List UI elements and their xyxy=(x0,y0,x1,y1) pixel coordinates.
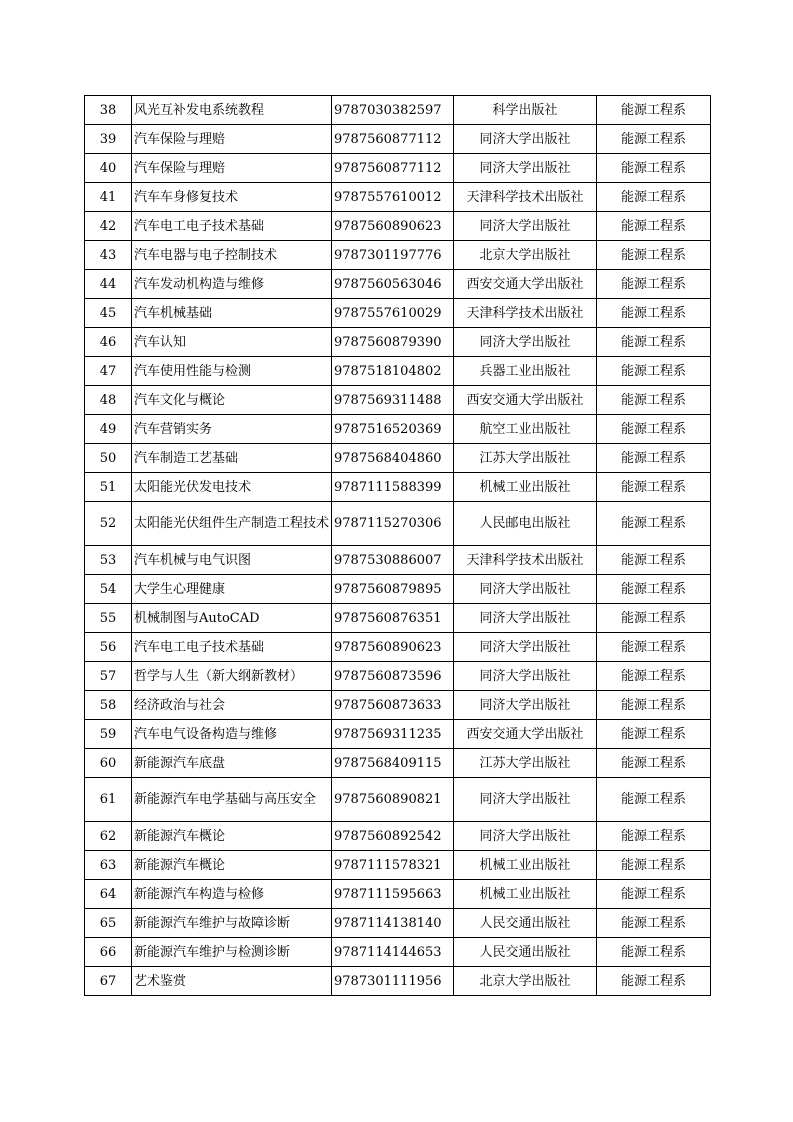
department-cell: 能源工程系 xyxy=(597,778,711,822)
department-cell: 能源工程系 xyxy=(597,96,711,125)
row-number-cell: 66 xyxy=(85,938,132,967)
table-row xyxy=(85,386,711,415)
book-title-cell: 汽车发动机构造与维修 xyxy=(132,270,332,299)
row-number-cell: 47 xyxy=(85,357,132,386)
table-row xyxy=(85,415,711,444)
row-number-cell: 42 xyxy=(85,212,132,241)
publisher-cell: 科学出版社 xyxy=(454,96,597,125)
book-title-cell: 汽车电器与电子控制技术 xyxy=(132,241,332,270)
row-number-cell: 45 xyxy=(85,299,132,328)
book-title-cell: 汽车营销实务 xyxy=(132,415,332,444)
isbn-cell: 9787114144653 xyxy=(332,938,454,967)
row-number-cell: 63 xyxy=(85,851,132,880)
row-number-cell: 46 xyxy=(85,328,132,357)
row-number-cell: 55 xyxy=(85,604,132,633)
isbn-cell: 9787560890623 xyxy=(332,212,454,241)
department-cell: 能源工程系 xyxy=(597,444,711,473)
isbn-cell: 9787301111956 xyxy=(332,967,454,996)
isbn-cell: 9787560892542 xyxy=(332,822,454,851)
table-row xyxy=(85,473,711,502)
isbn-cell: 9787560876351 xyxy=(332,604,454,633)
row-number-cell: 65 xyxy=(85,909,132,938)
table-row xyxy=(85,633,711,662)
row-number-cell: 57 xyxy=(85,662,132,691)
table-row xyxy=(85,270,711,299)
table-row xyxy=(85,909,711,938)
isbn-cell: 9787114138140 xyxy=(332,909,454,938)
row-number-cell: 44 xyxy=(85,270,132,299)
department-cell: 能源工程系 xyxy=(597,125,711,154)
isbn-cell: 9787560879895 xyxy=(332,575,454,604)
isbn-cell: 9787518104802 xyxy=(332,357,454,386)
department-cell: 能源工程系 xyxy=(597,415,711,444)
table-row xyxy=(85,604,711,633)
row-number-cell: 64 xyxy=(85,880,132,909)
isbn-cell: 9787568409115 xyxy=(332,749,454,778)
row-number-cell: 56 xyxy=(85,633,132,662)
book-title-cell: 风光互补发电系统教程 xyxy=(132,96,332,125)
publisher-cell: 同济大学出版社 xyxy=(454,662,597,691)
row-number-cell: 60 xyxy=(85,749,132,778)
department-cell: 能源工程系 xyxy=(597,909,711,938)
publisher-cell: 北京大学出版社 xyxy=(454,967,597,996)
table-row xyxy=(85,778,711,822)
isbn-cell: 9787568404860 xyxy=(332,444,454,473)
isbn-cell: 9787560873596 xyxy=(332,662,454,691)
isbn-cell: 9787516520369 xyxy=(332,415,454,444)
department-cell: 能源工程系 xyxy=(597,604,711,633)
isbn-cell: 9787530886007 xyxy=(332,546,454,575)
department-cell: 能源工程系 xyxy=(597,880,711,909)
department-cell: 能源工程系 xyxy=(597,241,711,270)
book-list-table xyxy=(84,95,711,996)
book-title-cell: 汽车保险与理赔 xyxy=(132,125,332,154)
isbn-cell: 9787115270306 xyxy=(332,502,454,546)
row-number-cell: 43 xyxy=(85,241,132,270)
isbn-cell: 9787557610029 xyxy=(332,299,454,328)
book-title-cell: 机械制图与AutoCAD xyxy=(132,604,332,633)
publisher-cell: 同济大学出版社 xyxy=(454,633,597,662)
row-number-cell: 39 xyxy=(85,125,132,154)
publisher-cell: 机械工业出版社 xyxy=(454,851,597,880)
row-number-cell: 41 xyxy=(85,183,132,212)
publisher-cell: 天津科学技术出版社 xyxy=(454,299,597,328)
publisher-cell: 同济大学出版社 xyxy=(454,604,597,633)
publisher-cell: 西安交通大学出版社 xyxy=(454,386,597,415)
table-row xyxy=(85,241,711,270)
publisher-cell: 天津科学技术出版社 xyxy=(454,183,597,212)
isbn-cell: 9787560877112 xyxy=(332,154,454,183)
publisher-cell: 北京大学出版社 xyxy=(454,241,597,270)
publisher-cell: 同济大学出版社 xyxy=(454,691,597,720)
department-cell: 能源工程系 xyxy=(597,212,711,241)
table-row xyxy=(85,691,711,720)
row-number-cell: 61 xyxy=(85,778,132,822)
book-title-cell: 新能源汽车构造与检修 xyxy=(132,880,332,909)
isbn-cell: 9787030382597 xyxy=(332,96,454,125)
book-title-cell: 汽车车身修复技术 xyxy=(132,183,332,212)
book-title-cell: 新能源汽车底盘 xyxy=(132,749,332,778)
book-list-body xyxy=(85,96,711,996)
book-title-cell: 新能源汽车电学基础与高压安全 xyxy=(132,778,332,822)
publisher-cell: 天津科学技术出版社 xyxy=(454,546,597,575)
publisher-cell: 人民交通出版社 xyxy=(454,909,597,938)
table-row xyxy=(85,183,711,212)
department-cell: 能源工程系 xyxy=(597,720,711,749)
isbn-cell: 9787560890821 xyxy=(332,778,454,822)
publisher-cell: 同济大学出版社 xyxy=(454,125,597,154)
publisher-cell: 同济大学出版社 xyxy=(454,328,597,357)
department-cell: 能源工程系 xyxy=(597,154,711,183)
department-cell: 能源工程系 xyxy=(597,270,711,299)
publisher-cell: 同济大学出版社 xyxy=(454,822,597,851)
department-cell: 能源工程系 xyxy=(597,386,711,415)
department-cell: 能源工程系 xyxy=(597,473,711,502)
table-row xyxy=(85,575,711,604)
table-row xyxy=(85,880,711,909)
book-title-cell: 新能源汽车维护与故障诊断 xyxy=(132,909,332,938)
row-number-cell: 67 xyxy=(85,967,132,996)
book-title-cell: 太阳能光伏发电技术 xyxy=(132,473,332,502)
table-row xyxy=(85,938,711,967)
isbn-cell: 9787560873633 xyxy=(332,691,454,720)
book-title-cell: 汽车制造工艺基础 xyxy=(132,444,332,473)
publisher-cell: 江苏大学出版社 xyxy=(454,444,597,473)
publisher-cell: 西安交通大学出版社 xyxy=(454,720,597,749)
table-row xyxy=(85,444,711,473)
table-row xyxy=(85,546,711,575)
publisher-cell: 西安交通大学出版社 xyxy=(454,270,597,299)
publisher-cell: 航空工业出版社 xyxy=(454,415,597,444)
isbn-cell: 9787557610012 xyxy=(332,183,454,212)
publisher-cell: 同济大学出版社 xyxy=(454,154,597,183)
table-row xyxy=(85,720,711,749)
table-row xyxy=(85,154,711,183)
isbn-cell: 9787111595663 xyxy=(332,880,454,909)
isbn-cell: 9787560879390 xyxy=(332,328,454,357)
row-number-cell: 51 xyxy=(85,473,132,502)
isbn-cell: 9787111578321 xyxy=(332,851,454,880)
publisher-cell: 人民邮电出版社 xyxy=(454,502,597,546)
department-cell: 能源工程系 xyxy=(597,691,711,720)
row-number-cell: 53 xyxy=(85,546,132,575)
book-title-cell: 汽车认知 xyxy=(132,328,332,357)
publisher-cell: 人民交通出版社 xyxy=(454,938,597,967)
table-row xyxy=(85,502,711,546)
isbn-cell: 9787569311488 xyxy=(332,386,454,415)
table-row xyxy=(85,749,711,778)
table-row xyxy=(85,125,711,154)
table-row xyxy=(85,967,711,996)
table-row xyxy=(85,822,711,851)
row-number-cell: 59 xyxy=(85,720,132,749)
book-title-cell: 汽车电工电子技术基础 xyxy=(132,633,332,662)
row-number-cell: 38 xyxy=(85,96,132,125)
book-title-cell: 经济政治与社会 xyxy=(132,691,332,720)
row-number-cell: 58 xyxy=(85,691,132,720)
isbn-cell: 9787560563046 xyxy=(332,270,454,299)
department-cell: 能源工程系 xyxy=(597,575,711,604)
publisher-cell: 机械工业出版社 xyxy=(454,880,597,909)
department-cell: 能源工程系 xyxy=(597,546,711,575)
isbn-cell: 9787111588399 xyxy=(332,473,454,502)
book-title-cell: 汽车机械与电气识图 xyxy=(132,546,332,575)
book-title-cell: 汽车机械基础 xyxy=(132,299,332,328)
book-title-cell: 哲学与人生（新大纲新教材） xyxy=(132,662,332,691)
book-title-cell: 新能源汽车概论 xyxy=(132,851,332,880)
table-row xyxy=(85,299,711,328)
publisher-cell: 兵器工业出版社 xyxy=(454,357,597,386)
table-row xyxy=(85,96,711,125)
row-number-cell: 48 xyxy=(85,386,132,415)
department-cell: 能源工程系 xyxy=(597,938,711,967)
book-title-cell: 太阳能光伏组件生产制造工程技术 xyxy=(132,502,332,546)
table-row xyxy=(85,662,711,691)
isbn-cell: 9787560890623 xyxy=(332,633,454,662)
department-cell: 能源工程系 xyxy=(597,967,711,996)
table-row xyxy=(85,212,711,241)
department-cell: 能源工程系 xyxy=(597,299,711,328)
isbn-cell: 9787560877112 xyxy=(332,125,454,154)
publisher-cell: 同济大学出版社 xyxy=(454,575,597,604)
row-number-cell: 54 xyxy=(85,575,132,604)
book-title-cell: 艺术鉴赏 xyxy=(132,967,332,996)
book-title-cell: 大学生心理健康 xyxy=(132,575,332,604)
isbn-cell: 9787301197776 xyxy=(332,241,454,270)
table-row xyxy=(85,851,711,880)
department-cell: 能源工程系 xyxy=(597,662,711,691)
publisher-cell: 同济大学出版社 xyxy=(454,778,597,822)
book-title-cell: 汽车文化与概论 xyxy=(132,386,332,415)
publisher-cell: 机械工业出版社 xyxy=(454,473,597,502)
department-cell: 能源工程系 xyxy=(597,633,711,662)
department-cell: 能源工程系 xyxy=(597,851,711,880)
table-row xyxy=(85,357,711,386)
book-title-cell: 汽车保险与理赔 xyxy=(132,154,332,183)
row-number-cell: 62 xyxy=(85,822,132,851)
department-cell: 能源工程系 xyxy=(597,749,711,778)
book-title-cell: 汽车电气设备构造与维修 xyxy=(132,720,332,749)
isbn-cell: 9787569311235 xyxy=(332,720,454,749)
book-title-cell: 汽车电工电子技术基础 xyxy=(132,212,332,241)
row-number-cell: 40 xyxy=(85,154,132,183)
row-number-cell: 50 xyxy=(85,444,132,473)
publisher-cell: 同济大学出版社 xyxy=(454,212,597,241)
publisher-cell: 江苏大学出版社 xyxy=(454,749,597,778)
book-title-cell: 汽车使用性能与检测 xyxy=(132,357,332,386)
table-row xyxy=(85,328,711,357)
department-cell: 能源工程系 xyxy=(597,822,711,851)
book-title-cell: 新能源汽车维护与检测诊断 xyxy=(132,938,332,967)
row-number-cell: 52 xyxy=(85,502,132,546)
row-number-cell: 49 xyxy=(85,415,132,444)
department-cell: 能源工程系 xyxy=(597,328,711,357)
department-cell: 能源工程系 xyxy=(597,357,711,386)
department-cell: 能源工程系 xyxy=(597,502,711,546)
book-title-cell: 新能源汽车概论 xyxy=(132,822,332,851)
department-cell: 能源工程系 xyxy=(597,183,711,212)
